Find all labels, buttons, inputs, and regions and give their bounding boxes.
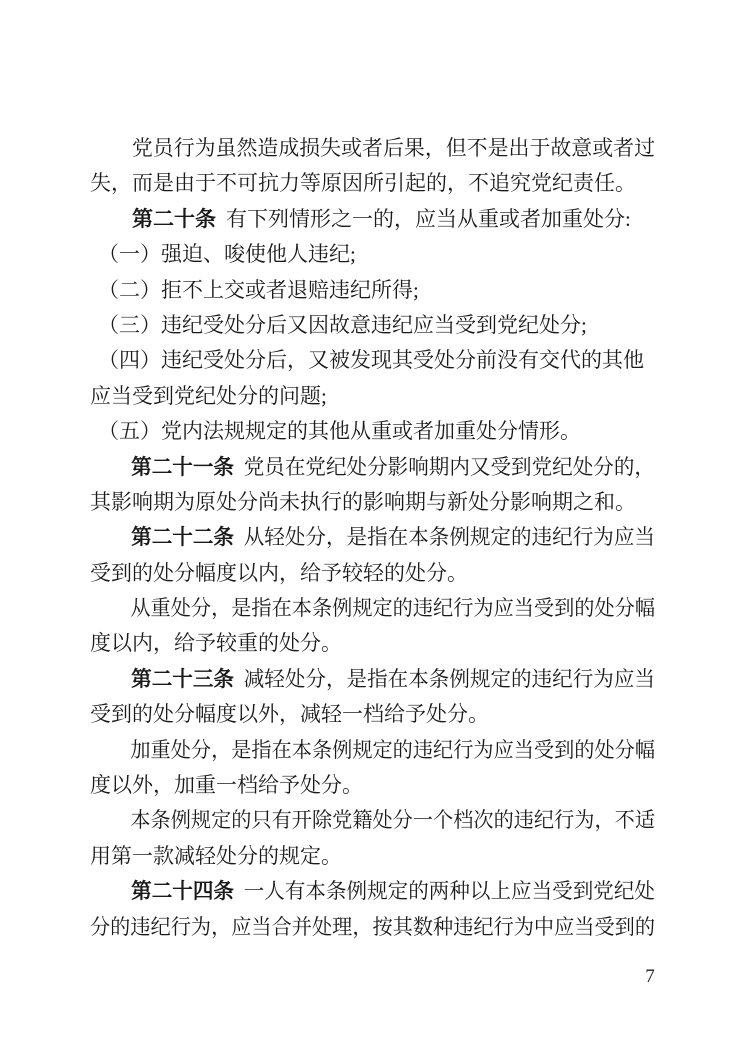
article-number: 第二十四条	[131, 879, 234, 904]
article-number: 第二十条	[132, 206, 216, 231]
text-line	[90, 414, 655, 449]
line-text: （四）违纪受处分后，又被发现其受处分前没有交代的其他	[98, 348, 644, 373]
line-text: 应当受到党纪处分的问题;	[90, 383, 327, 408]
line-text: 有下列情形之一的，应当从重或者加重处分:	[226, 206, 631, 231]
line-text: （三）违纪受处分后又因故意违纪应当受到党纪处分;	[98, 312, 587, 337]
text-line	[90, 273, 655, 308]
article-number: 第二十三条	[131, 666, 234, 691]
line-text: （一）强迫、唆使他人违纪;	[98, 242, 356, 267]
text-line	[90, 202, 655, 237]
line-text: 加重处分，是指在本条例规定的违纪行为应当受到的处分幅	[130, 737, 655, 762]
text-line	[90, 626, 655, 661]
line-text: 度以外，加重一档给予处分。	[90, 773, 363, 798]
text-line	[90, 520, 655, 555]
text-line	[90, 839, 655, 874]
text-line	[90, 379, 655, 414]
article-number: 第二十二条	[131, 525, 234, 550]
line-text: 受到的处分幅度以外，减轻一档给予处分。	[90, 702, 489, 727]
text-line	[90, 662, 655, 697]
line-text: 本条例规定的只有开除党籍处分一个档次的违纪行为，不适	[130, 808, 655, 833]
text-line	[90, 697, 655, 732]
text-line	[90, 803, 655, 838]
line-text: 党员行为虽然造成损失或者后果，但不是出于故意或者过	[131, 136, 655, 160]
text-line	[90, 308, 655, 343]
line-text: 一人有本条例规定的两种以上应当受到党纪处	[243, 879, 655, 904]
text-line	[90, 910, 655, 945]
line-text: 从轻处分，是指在本条例规定的违纪行为应当	[243, 525, 655, 550]
line-text: 分的违纪行为，应当合并处理，按其数种违纪行为中应当受到的	[90, 914, 655, 939]
line-text: 党员在党纪处分影响期内又受到党纪处分的，	[243, 454, 655, 479]
text-line	[90, 591, 655, 626]
text-line	[90, 485, 655, 520]
text-line	[90, 556, 655, 591]
line-text: （五）党内法规规定的其他从重或者加重处分情形。	[98, 419, 581, 444]
text-line	[90, 874, 655, 909]
article-number: 第二十一条	[131, 454, 234, 479]
text-line	[90, 237, 655, 272]
text-line	[90, 450, 655, 485]
text-line	[90, 166, 655, 201]
page-number: 7	[645, 966, 655, 987]
line-text: （二）拒不上交或者退赔违纪所得;	[98, 277, 419, 302]
document-body	[90, 131, 655, 945]
text-line	[90, 733, 655, 768]
line-text: 从重处分，是指在本条例规定的违纪行为应当受到的处分幅	[130, 596, 655, 621]
line-text: 减轻处分，是指在本条例规定的违纪行为应当	[243, 666, 655, 691]
text-line	[90, 343, 655, 378]
line-text: 失，而是由于不可抗力等原因所引起的，不追究党纪责任。	[90, 171, 636, 196]
text-line	[90, 768, 655, 803]
line-text: 受到的处分幅度以内，给予较轻的处分。	[90, 560, 468, 585]
line-text: 度以内，给予较重的处分。	[90, 631, 342, 656]
text-line	[90, 131, 653, 166]
line-text: 用第一款减轻处分的规定。	[90, 843, 342, 868]
line-text: 其影响期为原处分尚未执行的影响期与新处分影响期之和。	[90, 489, 636, 514]
